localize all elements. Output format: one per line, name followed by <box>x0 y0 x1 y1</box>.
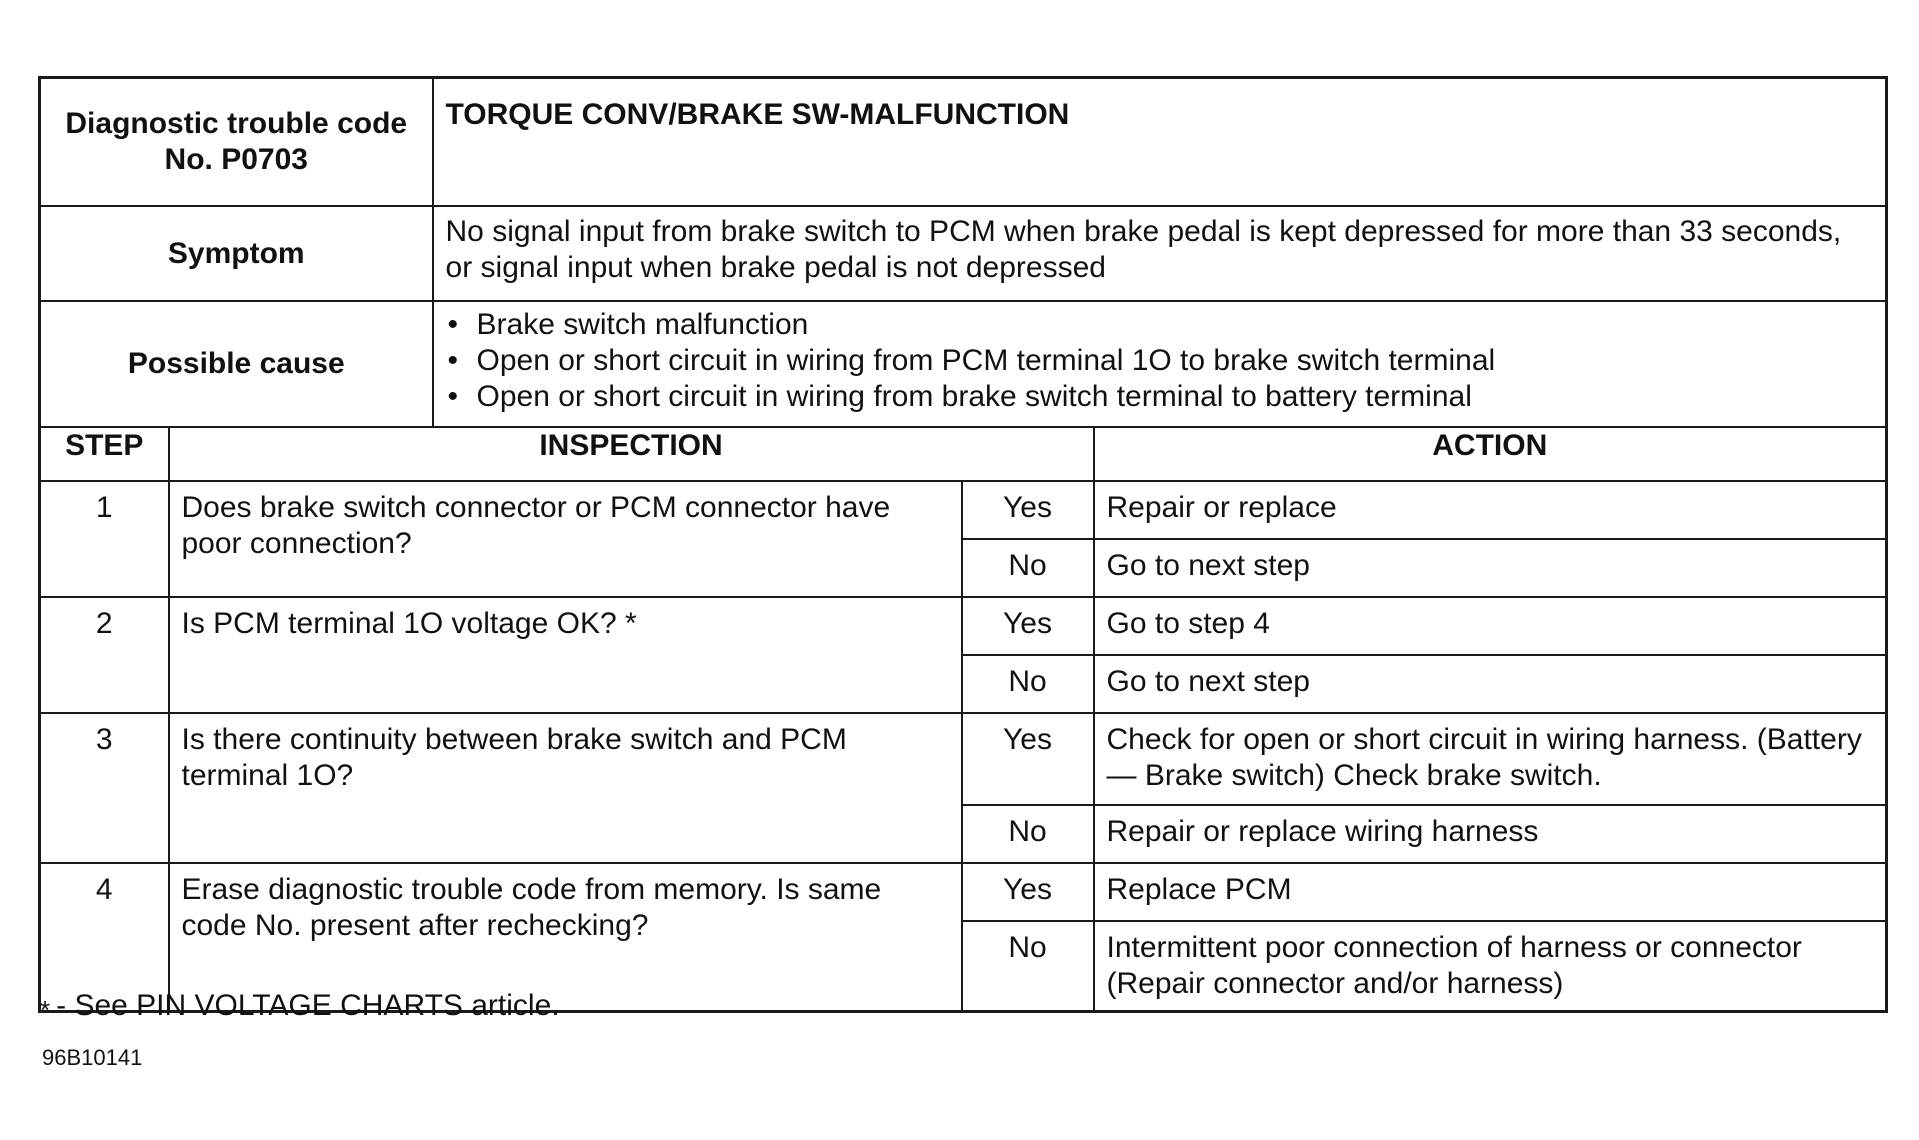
footnote-text: - See PIN VOLTAGE CHARTS article. <box>56 989 560 1022</box>
step-number: 1 <box>40 481 169 597</box>
step-column-header: STEP <box>40 427 169 481</box>
diagnostic-table <box>38 76 1888 1013</box>
step-number: 3 <box>40 713 169 863</box>
no-label: No <box>962 805 1094 863</box>
inspection-text: Is PCM terminal 1O voltage OK? * <box>169 597 962 713</box>
no-action: Go to next step <box>1094 539 1887 597</box>
possible-cause-cell <box>433 301 1887 427</box>
yes-action: Repair or replace <box>1094 481 1887 539</box>
no-action: Repair or replace wiring harness <box>1094 805 1887 863</box>
possible-cause-label: Possible cause <box>40 301 433 427</box>
step-row <box>40 863 1887 921</box>
yes-action: Go to step 4 <box>1094 597 1887 655</box>
yes-action: Check for open or short circuit in wiring harness. (Battery — Brake switch) Check brake switch. <box>1094 713 1887 805</box>
no-label: No <box>962 921 1094 1012</box>
figure-id: 96B10141 <box>42 1045 143 1070</box>
symptom-text: No signal input from brake switch to PCM when brake pedal is kept depressed for more than 33 seconds, or signal input when brake pedal is not depressed <box>433 206 1887 301</box>
possible-cause-row <box>40 301 1887 427</box>
dtc-code-label: Diagnostic trouble code No. P0703 <box>40 78 433 207</box>
action-column-header: ACTION <box>1094 427 1887 481</box>
step-row <box>40 481 1887 539</box>
column-header-row <box>40 427 1887 481</box>
diagnostic-sheet <box>38 76 1888 1013</box>
cause-item: • Open or short circuit in wiring from brake switch terminal to battery terminal <box>446 379 1873 415</box>
no-action: Intermittent poor connection of harness or connector (Repair connector and/or harness) <box>1094 921 1887 1012</box>
step-row <box>40 713 1887 805</box>
asterisk-icon: * <box>40 995 51 1025</box>
yes-label: Yes <box>962 863 1094 921</box>
no-action: Go to next step <box>1094 655 1887 713</box>
inspection-text: Erase diagnostic trouble code from memory. Is same code No. present after rechecking? <box>169 863 962 1012</box>
yes-label: Yes <box>962 713 1094 805</box>
footnote <box>40 988 560 1024</box>
step-row <box>40 597 1887 655</box>
cause-item: • Open or short circuit in wiring from PCM terminal 1O to brake switch terminal <box>446 343 1873 379</box>
dtc-title: TORQUE CONV/BRAKE SW-MALFUNCTION <box>433 78 1887 207</box>
no-label: No <box>962 655 1094 713</box>
step-number: 4 <box>40 863 169 1012</box>
possible-cause-list <box>446 302 1873 415</box>
inspection-text: Is there continuity between brake switch and PCM terminal 1O? <box>169 713 962 863</box>
yes-label: Yes <box>962 481 1094 539</box>
yes-action: Replace PCM <box>1094 863 1887 921</box>
no-label: No <box>962 539 1094 597</box>
cause-item: • Brake switch malfunction <box>446 307 1873 343</box>
symptom-row <box>40 206 1887 301</box>
inspection-column-header: INSPECTION <box>169 427 1094 481</box>
inspection-text: Does brake switch connector or PCM connector have poor connection? <box>169 481 962 597</box>
yes-label: Yes <box>962 597 1094 655</box>
step-number: 2 <box>40 597 169 713</box>
header-row <box>40 78 1887 207</box>
symptom-label: Symptom <box>40 206 433 301</box>
